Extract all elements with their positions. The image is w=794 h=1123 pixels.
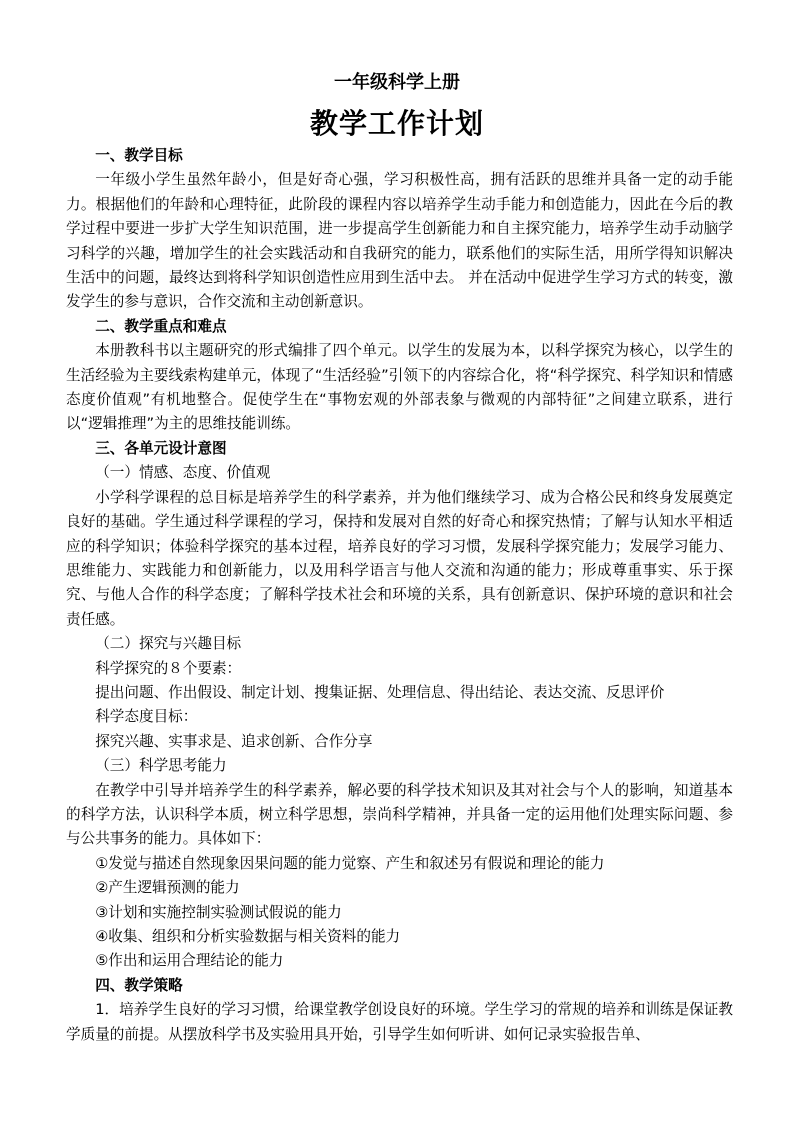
document-subtitle: 一年级科学上册	[334, 72, 460, 93]
subheading-inquiry-interest: （二）探究与兴趣目标	[95, 635, 242, 653]
list-item-ability-1: ①发觉与描述自然现象因果问题的能力觉察、产生和叙述另有假说和理论的能力	[95, 854, 605, 872]
line-attitude-goals-label: 科学态度目标：	[95, 708, 198, 726]
line-inquiry-elements: 提出问题、作出假设、制定计划、搜集证据、处理信息、得出结论、表达交流、反思评价	[95, 683, 665, 701]
paragraph-objectives: 一年级小学生虽然年龄小，但是好奇心强，学习积极性高，拥有活跃的思维并具备一定的动手能力。根据他们的年龄和心理特征，此阶段的课程内容以培养学生动手能力和创造能力，因此在今后的教学过程中要进一步扩大学生知识范围，进一步提高学生创新能力和自主探究能力，培养学生动手动脑学习科学的兴趣，增加学生的社会实践活动和自我研究的能力，联系他们的实际生活，用所学得知识解决生活中的问题，最终达到将科学知识创造性应用到生活中去。 并在活动中促进学生学习方式的转变，激发学生的参与意识，合作交流和主动创新意识。	[66, 171, 733, 311]
list-item-ability-5: ⑤作出和运用合理结论的能力	[95, 952, 284, 970]
section-heading-key-points: 二、教学重点和难点	[95, 317, 227, 335]
line-inquiry-elements-label: 科学探究的８个要素：	[95, 659, 242, 677]
list-item-ability-3: ③计划和实施控制实验测试假说的能力	[95, 903, 342, 921]
paragraph-emotion-attitude: 小学科学课程的总目标是培养学生的科学素养，并为他们继续学习、成为合格公民和终身发展奠定良好的基础。学生通过科学课程的学习，保持和发展对自然的好奇心和探究热情；了解与认知水平相适应的科学知识；体验科学探究的基本过程，培养良好的学习习惯，发展科学探究能力；发展学习能力、思维能力、实践能力和创新能力，以及用科学语言与他人交流和沟通的能力；形成尊重事实、乐于探究、与他人合作的科学态度；了解科学技术社会和环境的关系，具有创新意识、保护环境的意识和社会责任感。	[66, 488, 733, 628]
line-attitude-goals: 探究兴趣、实事求是、追求创新、合作分享	[95, 732, 373, 750]
list-item-ability-2: ②产生逻辑预测的能力	[95, 879, 240, 897]
section-heading-unit-design: 三、各单元设计意图	[95, 439, 227, 457]
section-heading-objectives: 一、教学目标	[95, 147, 183, 164]
section-heading-strategy: 四、教学策略	[95, 976, 183, 994]
paragraph-scientific-thinking: 在教学中引导并培养学生的科学素养，解必要的科学技术知识及其对社会与个人的影响，知道基本的科学方法，认识科学本质，树立科学思想，崇尚科学精神，并具备一定的运用他们处理实际问题、参与公共事务的能力。具体如下：	[66, 781, 733, 848]
paragraph-strategy: 1．培养学生良好的学习习惯，给课堂教学创设良好的环境。学生学习的常规的培养和训练是保证教学质量的前提。从摆放科学书及实验用具开始，引导学生如何听讲、如何记录实验报告单、	[66, 1001, 733, 1043]
list-item-ability-4: ④收集、组织和分析实验数据与相关资料的能力	[95, 928, 401, 945]
paragraph-key-points: 本册教科书以主题研究的形式编排了四个单元。以学生的发展为本，以科学探究为核心，以学生的生活经验为主要线索构建单元，体现了“生活经验”引领下的内容综合化，将“科学探究、科学知识和情感态度价值观”有机地整合。促使学生在“事物宏观的外部表象与微观的内部特征”之间建立联系，进行以“逻辑推理”为主的思维技能训练。	[66, 342, 733, 433]
subheading-scientific-thinking: （三）科学思考能力	[95, 757, 227, 775]
document-body	[66, 144, 733, 1047]
document-title: 教学工作计划	[309, 107, 484, 140]
subheading-emotion-attitude: （一）情感、态度、价值观	[95, 464, 271, 482]
